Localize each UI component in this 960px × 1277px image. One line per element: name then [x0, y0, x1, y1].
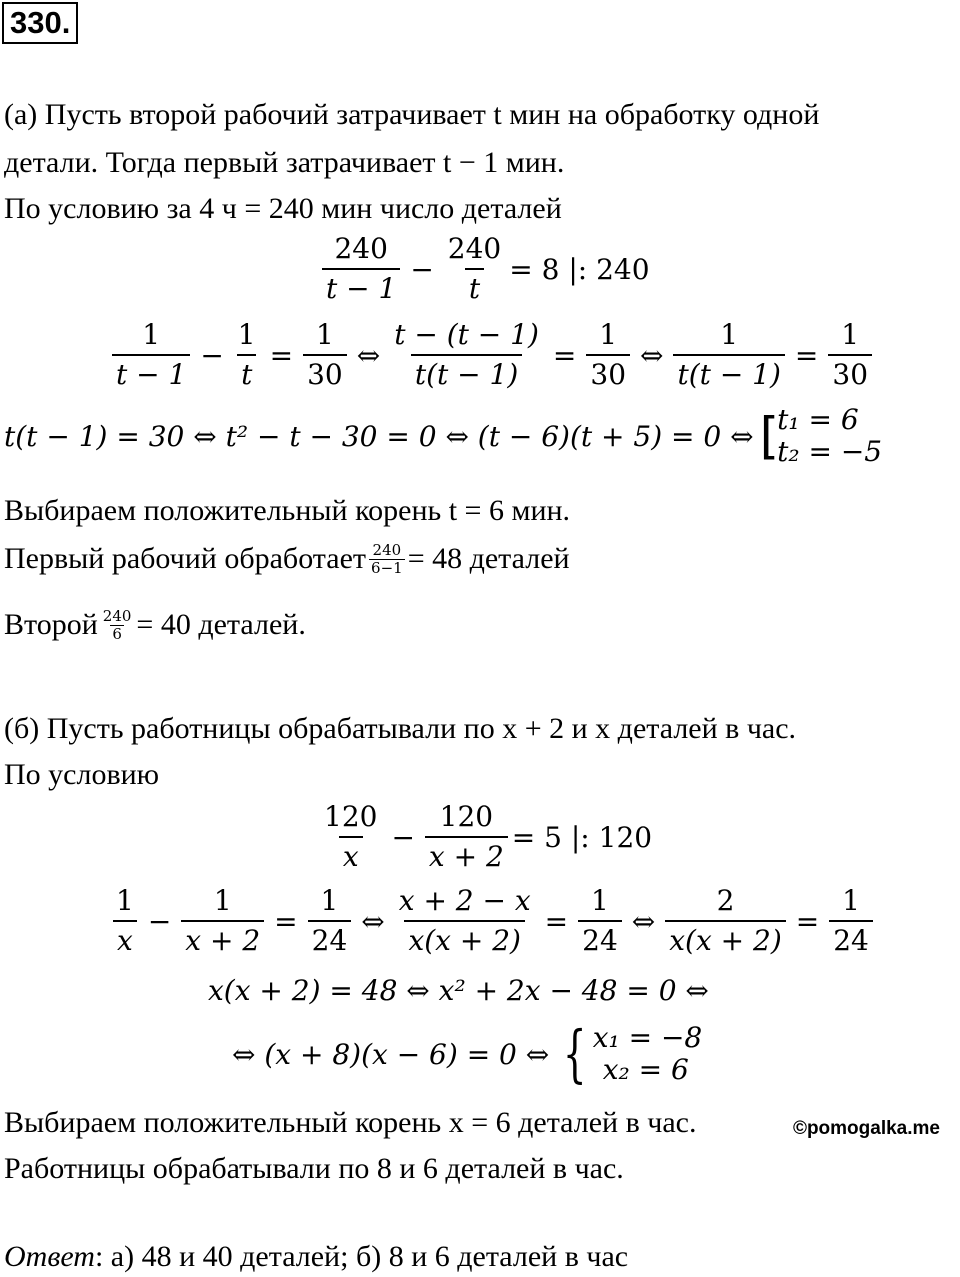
- fraction-numerator: 240: [102, 606, 132, 625]
- fraction-denominator: 6: [112, 624, 122, 643]
- fraction-numerator: 1: [320, 884, 339, 917]
- part-a-line-1: (а) Пусть второй рабочий затрачивает t мин на обработку одной: [4, 98, 820, 131]
- part-b-equation-1: $\frac{120}{x}$ − $\frac{120}{x + 2}$ = 5 |: 120: [316, 800, 652, 874]
- equation-chain: t(t − 1) = 30 ⇔ t² − t − 30 = 0 ⇔ (t − 6)(t + 5) = 0 ⇔: [4, 419, 754, 453]
- fraction-denominator: 6−1: [371, 558, 403, 577]
- equation-chain: ⇔ (x + 8)(x − 6) = 0 ⇔: [232, 1037, 550, 1071]
- answer-text: : а) 48 и 40 деталей; б) 8 и 6 деталей в час: [94, 1240, 629, 1273]
- root-1: x₁ = −8: [592, 1021, 703, 1054]
- fraction-denominator: 30: [303, 354, 347, 392]
- fraction-denominator: x: [113, 920, 137, 958]
- fraction-numerator: 1: [720, 318, 739, 351]
- fraction-numerator: 1: [316, 318, 334, 351]
- part-b-line-3: Выбираем положительный корень x = 6 деталей в час.: [4, 1106, 697, 1139]
- fraction-denominator: x(x + 2): [404, 920, 525, 958]
- answer-label: Ответ: [4, 1240, 95, 1273]
- part-a-line-3: По условию за 4 ч = 240 мин число деталей: [4, 192, 562, 225]
- fraction-denominator: 24: [308, 920, 352, 958]
- fraction-denominator: t: [465, 268, 484, 306]
- fraction-denominator: 24: [829, 920, 873, 958]
- brace-icon: {: [563, 1017, 587, 1090]
- fraction-denominator: x: [339, 836, 363, 874]
- root-2: x₂ = 6: [602, 1053, 689, 1086]
- line-text: = 48 деталей: [407, 542, 570, 575]
- fraction-numerator: 1: [213, 884, 232, 917]
- fraction-numerator: 1: [842, 884, 860, 917]
- bracket-icon: [: [759, 407, 780, 465]
- fraction-numerator: 1: [237, 318, 256, 351]
- answer-line: [4, 1238, 628, 1276]
- fraction-denominator: x + 2: [425, 836, 508, 874]
- problem-number: 330.: [2, 2, 78, 44]
- fraction-numerator: 240: [334, 232, 388, 265]
- part-b-equation-3: [208, 974, 709, 1007]
- fraction-numerator: 1: [841, 318, 860, 351]
- part-b-line-1: (б) Пусть работницы обрабатывали по x + 2 и x деталей в час.: [4, 712, 797, 745]
- root-1: t₁ = 6: [777, 403, 859, 436]
- part-b-equation-2: $\frac{1}{x}$ − $\frac{1}{x + 2}$ = $\frac{1}{24}$ ⇔ $\frac{x + 2 - x}{x(x + 2)}$ = $\frac{1}{24}$ ⇔ $\frac{2}{x(x + 2)}$ = $\frac{1}{24}$: [108, 884, 877, 958]
- watermark: ©pomogalka.me: [792, 1118, 940, 1139]
- part-b-line-2: По условию: [4, 758, 160, 791]
- fraction-numerator: 2: [716, 884, 735, 917]
- fraction-numerator: x + 2 − x: [398, 884, 531, 917]
- part-a-line-6: [4, 606, 306, 644]
- fraction-numerator: 1: [599, 318, 618, 351]
- fraction-numerator: 120: [439, 800, 494, 833]
- equation-chain: x(x + 2) = 48 ⇔ x² + 2x − 48 = 0 ⇔: [208, 974, 709, 1007]
- part-a-line-2: детали. Тогда первый затрачивает t − 1 мин.: [4, 146, 565, 179]
- fraction-denominator: t: [237, 354, 256, 392]
- part-a-equation-3: [4, 404, 882, 468]
- line-text: = 40 деталей.: [136, 608, 306, 641]
- fraction-denominator: x(x + 2): [665, 920, 786, 958]
- fraction-numerator: t − (t − 1): [394, 318, 539, 351]
- fraction-denominator: t − 1: [112, 354, 190, 392]
- fraction-denominator: t(t − 1): [411, 354, 522, 392]
- fraction-numerator: 1: [116, 884, 134, 917]
- line-text: Второй: [4, 608, 98, 641]
- root-2: t₂ = −5: [777, 435, 883, 468]
- fraction-denominator: x + 2: [181, 920, 264, 958]
- fraction-denominator: t − 1: [322, 268, 400, 306]
- part-b-equation-4: [232, 1017, 703, 1090]
- fraction-numerator: 240: [447, 232, 502, 265]
- fraction-denominator: 24: [578, 920, 622, 958]
- fraction-numerator: 240: [372, 540, 402, 559]
- part-a-equation-1: $\frac{240}{t - 1}$ − $\frac{240}{t}$ = 8 |: 240: [318, 232, 650, 306]
- equation-rhs: = 8 |: 240: [509, 252, 650, 286]
- part-a-line-4: Выбираем положительный корень t = 6 мин.: [4, 494, 571, 527]
- fraction-numerator: 1: [591, 884, 609, 917]
- part-b-line-4: Работницы обрабатывали по 8 и 6 деталей в час.: [4, 1152, 624, 1185]
- fraction-denominator: 30: [586, 354, 630, 392]
- part-a-line-5: [4, 540, 570, 578]
- fraction-denominator: t(t − 1): [673, 354, 784, 392]
- fraction-numerator: 1: [142, 318, 161, 351]
- part-a-equation-2: $\frac{1}{t - 1}$ − $\frac{1}{t}$ = $\frac{1}{30}$ ⇔ $\frac{t - (t - 1)}{t(t - 1)}$ = $\frac{1}{30}$ ⇔ $\frac{1}{t(t - 1)}$ = $\frac{1}{30}$: [108, 318, 876, 392]
- fraction-numerator: 120: [324, 800, 378, 833]
- equation-rhs: = 5 |: 120: [511, 820, 653, 854]
- fraction-denominator: 30: [828, 354, 872, 392]
- line-text: Первый рабочий обработает: [4, 542, 367, 575]
